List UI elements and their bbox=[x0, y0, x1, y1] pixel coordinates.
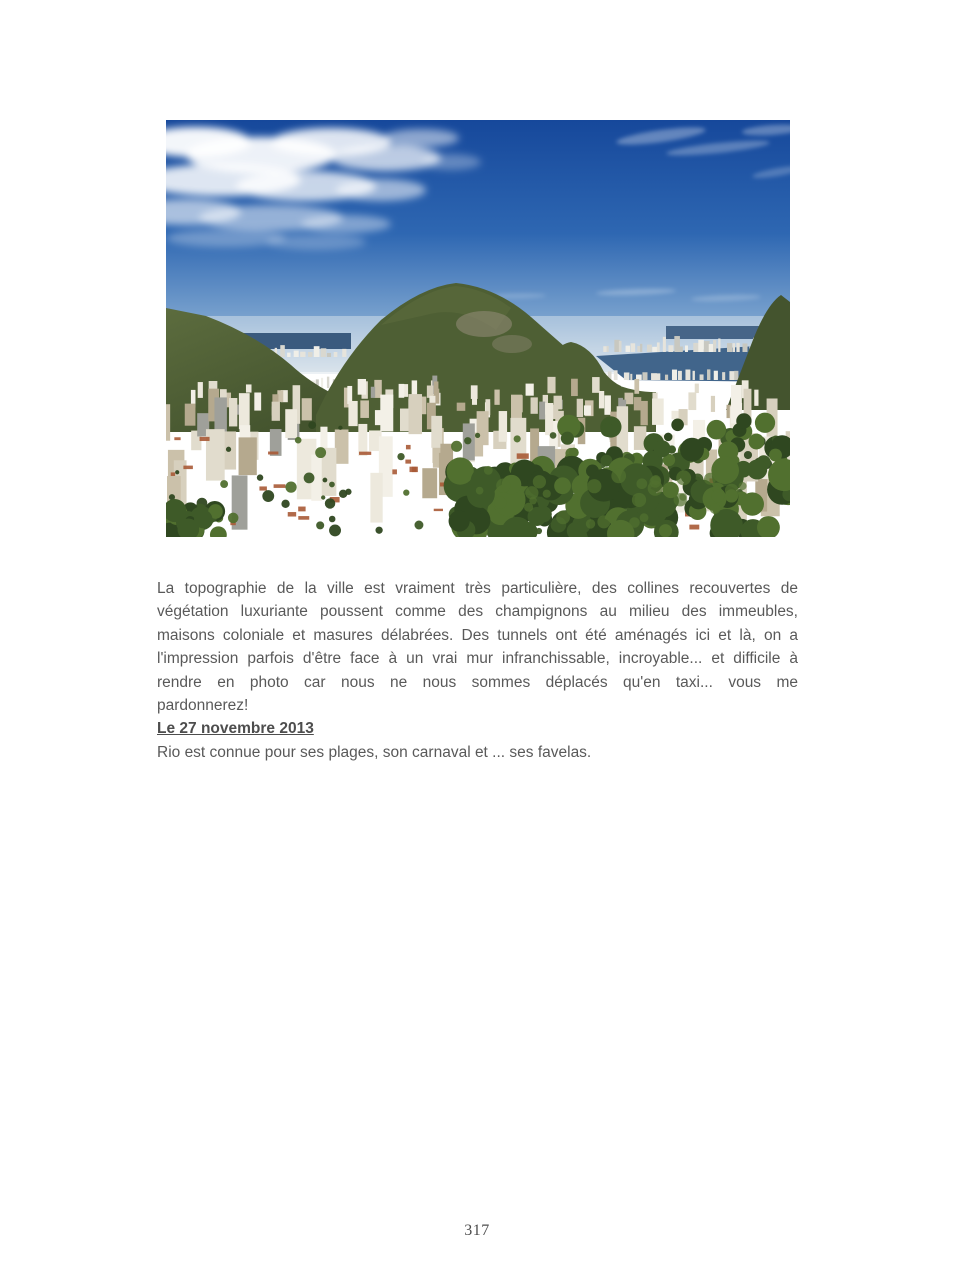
article-text bbox=[157, 577, 798, 764]
rio-cityscape-photo bbox=[166, 120, 790, 537]
paragraph-line: La topographie de la ville est vraiment très particulière, des collines recouvertes de bbox=[157, 580, 798, 597]
paragraph-line: pardonnerez! bbox=[157, 697, 249, 715]
date-heading: Le 27 novembre 2013 bbox=[157, 720, 314, 738]
paragraph-line: végétation luxuriante poussent comme des champignons au milieu des immeubles, bbox=[157, 603, 798, 621]
rio-cityscape-illustration bbox=[166, 120, 790, 537]
paragraph-line: maisons coloniale et masures délabrées. Des tunnels ont été aménagés ici et là, on a bbox=[157, 626, 798, 644]
paragraph-line: l'impression parfois d'être face à un vrai mur infranchissable, incroyable... et difficile à bbox=[157, 650, 798, 668]
closing-sentence: Rio est connue pour ses plages, son carnaval et ... ses favelas. bbox=[157, 743, 592, 761]
paragraph-line: rendre en photo car nous ne nous sommes déplacés qu'en taxi... vous me bbox=[157, 673, 798, 691]
page-number: 317 bbox=[464, 1222, 490, 1239]
